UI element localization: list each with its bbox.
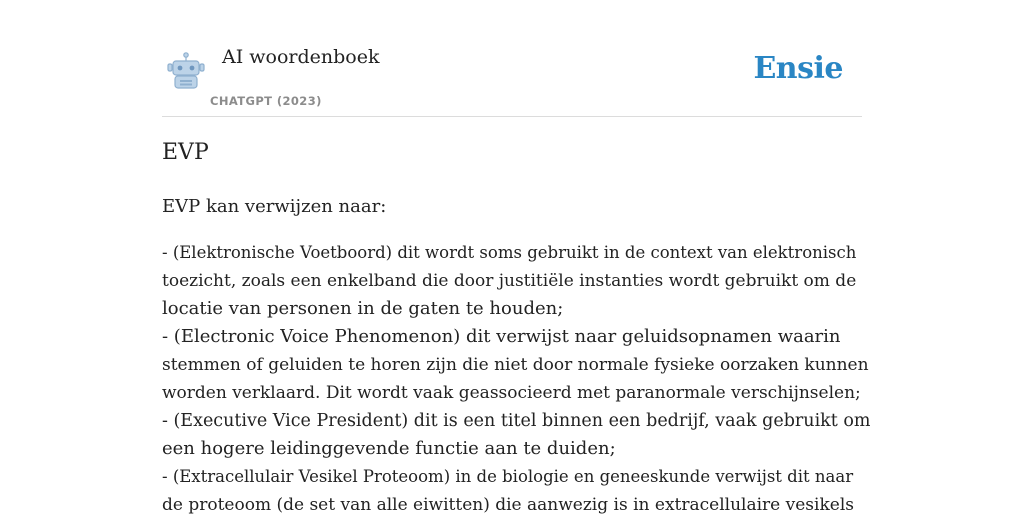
entry-intro: EVP kan verwijzen naar: bbox=[162, 196, 387, 217]
source-subtitle: CHATGPT (2023) bbox=[210, 94, 322, 108]
entry-term: EVP bbox=[162, 140, 209, 165]
definition-line: - (Elektronische Voetboord) dit wordt soms gebruikt in de context van elektronisch bbox=[162, 243, 857, 262]
definition-line: - (Electronic Voice Phenomenon) dit verwijst naar geluidsopnamen waarin bbox=[162, 326, 841, 347]
entry-definition bbox=[162, 239, 872, 519]
definition-line: worden verklaard. Dit wordt vaak geassocieerd met paranormale verschijnselen; bbox=[162, 383, 861, 403]
definition-line: - (Executive Vice President) dit is een titel binnen een bedrijf, vaak gebruikt om bbox=[162, 411, 871, 431]
robot-icon bbox=[166, 52, 206, 90]
definition-line: stemmen of geluiden te horen zijn die niet door normale fysieke oorzaken kunnen bbox=[162, 355, 869, 375]
source-header bbox=[162, 0, 862, 117]
definition-line: - (Extracellulair Vesikel Proteoom) in de biologie en geneeskunde verwijst dit naar bbox=[162, 467, 854, 486]
definition-line: een hogere leidinggevende functie aan te duiden; bbox=[162, 438, 616, 459]
ensie-logo-link[interactable]: Ensie bbox=[753, 51, 843, 86]
definition-line: toezicht, zoals een enkelband die door justitiële instanties wordt gebruikt om de bbox=[162, 271, 857, 291]
source-title[interactable]: AI woordenboek bbox=[222, 46, 380, 68]
definition-line: de proteoom (de set van alle eiwitten) die aanwezig is in extracellulaire vesikels bbox=[162, 495, 854, 515]
definition-line: locatie van personen in de gaten te houden; bbox=[162, 298, 564, 319]
